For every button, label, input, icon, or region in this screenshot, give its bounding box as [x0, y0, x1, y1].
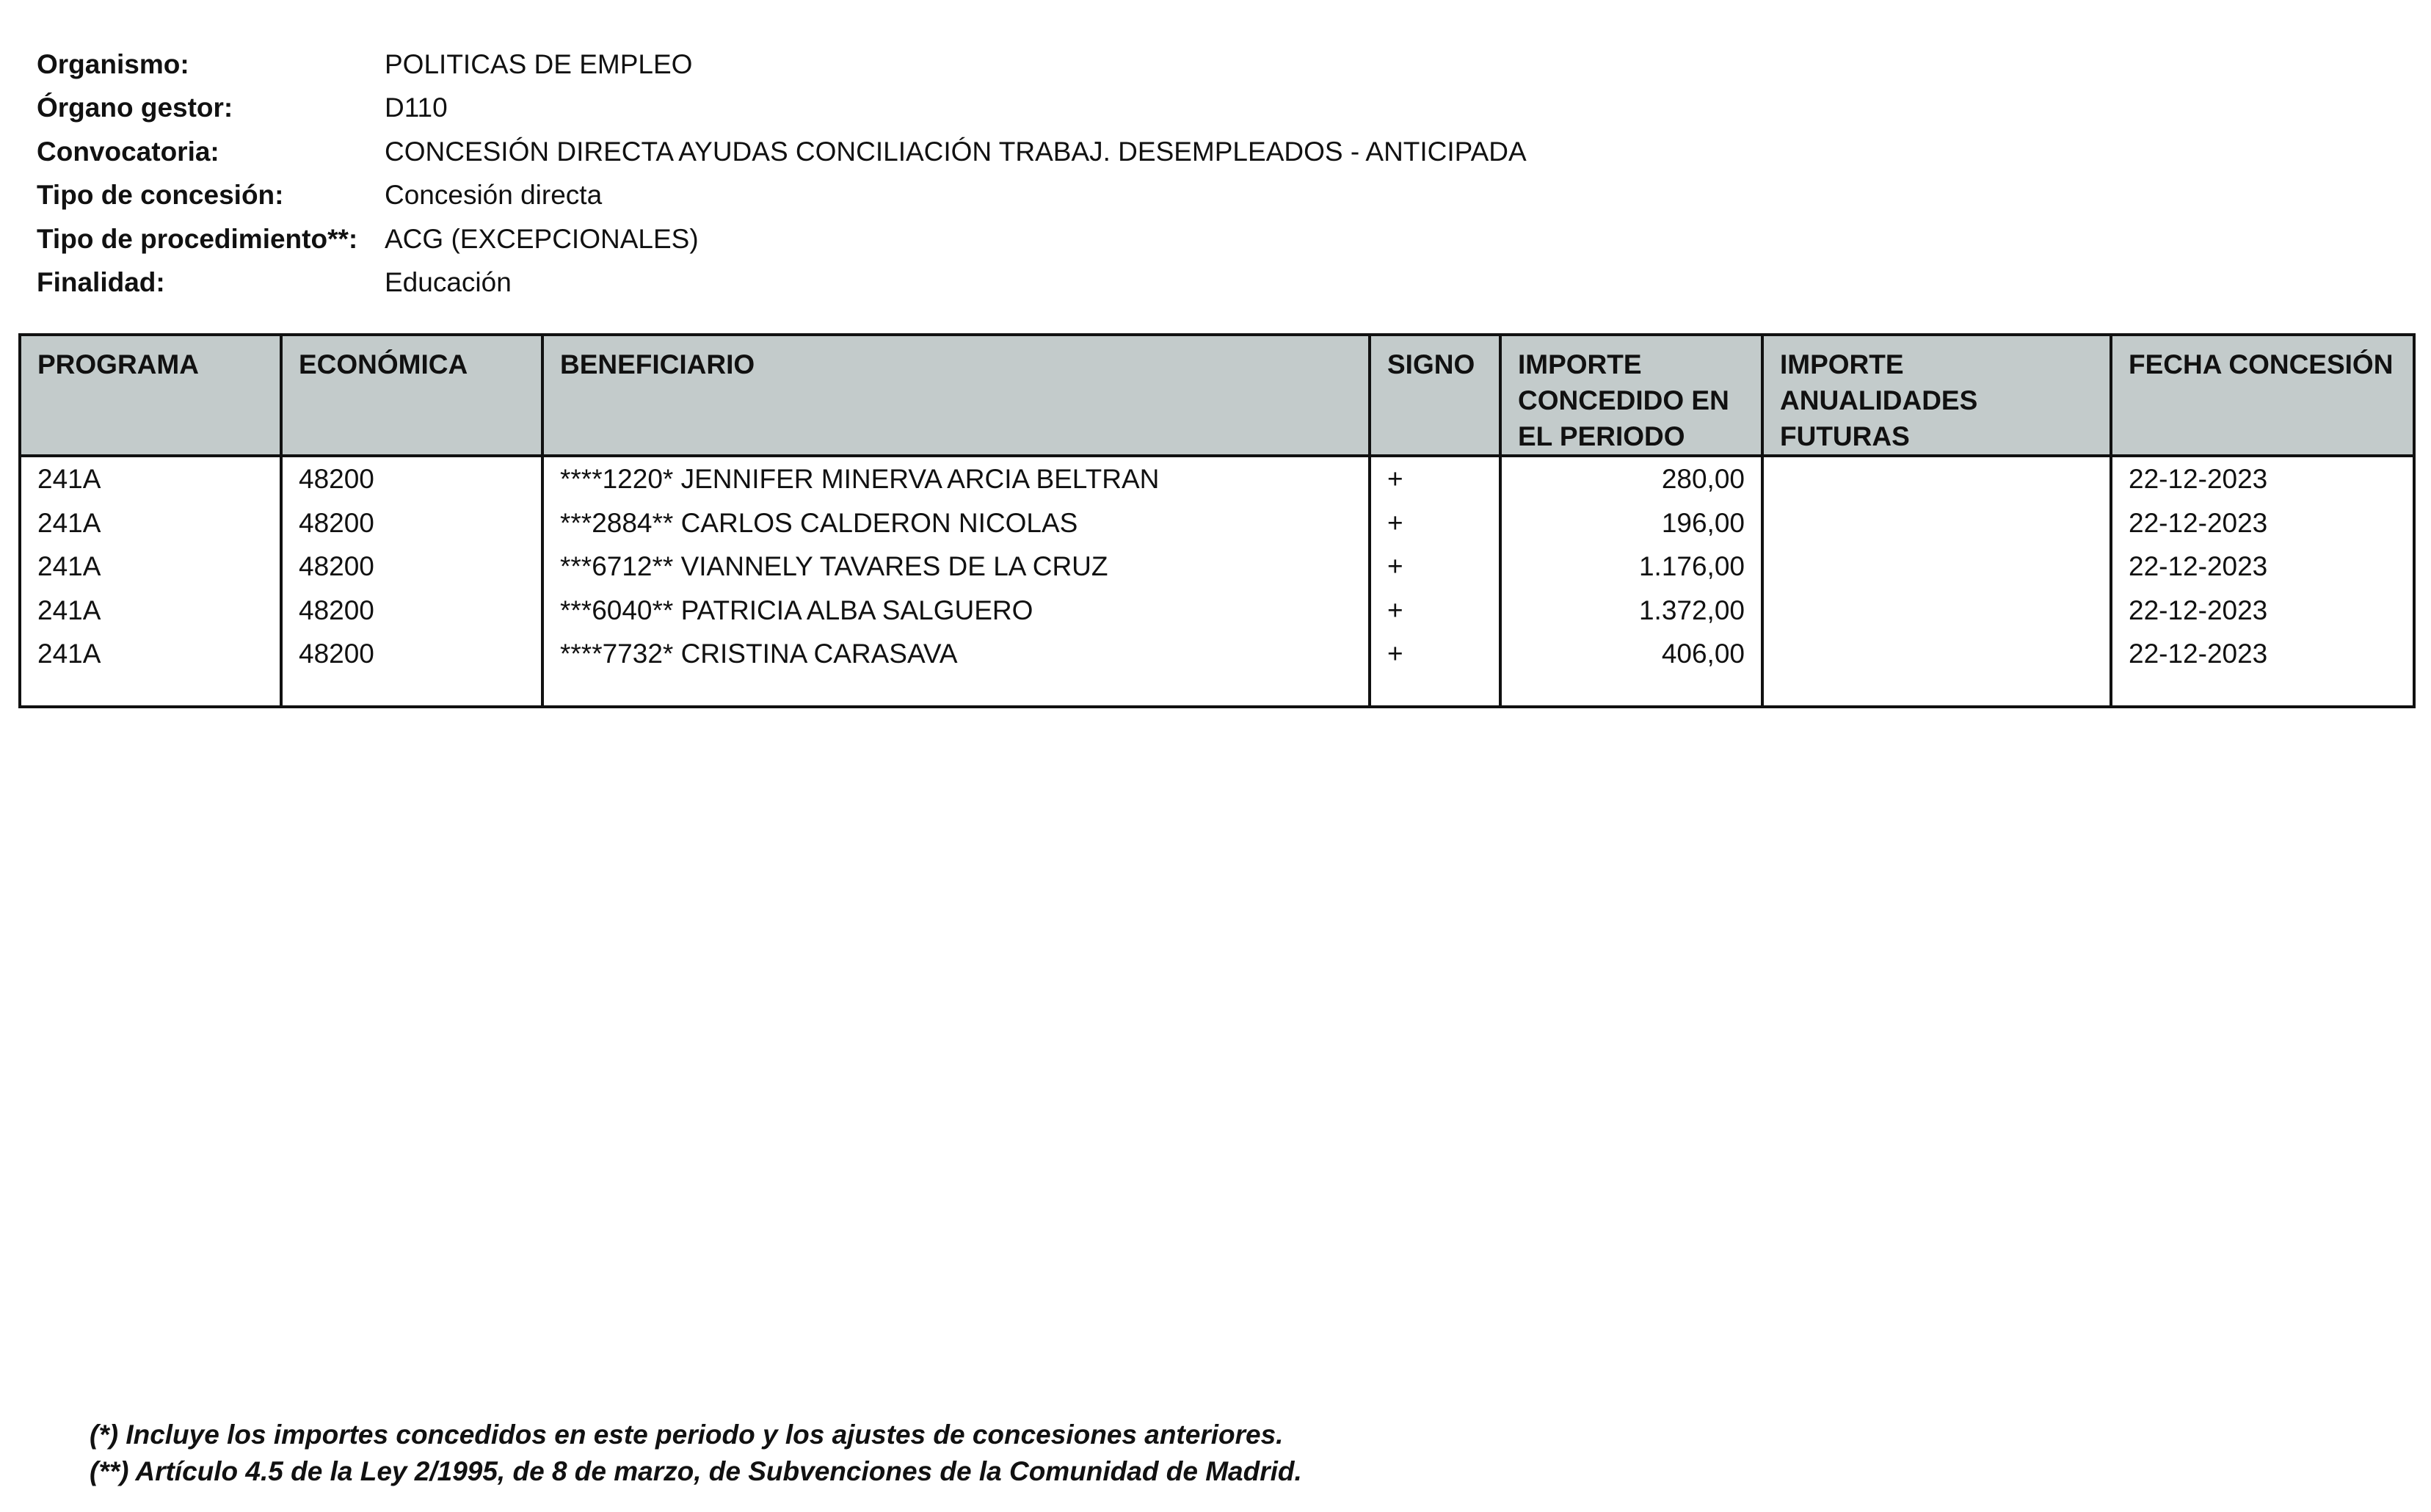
- field-finalidad: [37, 261, 1527, 305]
- cell-economica: 48200: [281, 632, 542, 676]
- cell-fecha: 22-12-2023: [2111, 456, 2414, 501]
- field-value: CONCESIÓN DIRECTA AYUDAS CONCILIACIÓN TRABAJ. DESEMPLEADOS - ANTICIPADA: [385, 136, 1527, 167]
- field-label: Tipo de procedimiento**:: [37, 223, 358, 254]
- column-header-programa: PROGRAMA: [20, 335, 281, 456]
- cell-economica: 48200: [281, 456, 542, 501]
- cell-fecha: 22-12-2023: [2111, 501, 2414, 545]
- field-organismo: [37, 43, 1527, 87]
- cell-fecha: 22-12-2023: [2111, 632, 2414, 676]
- cell-beneficiario: ***6712** VIANNELY TAVARES DE LA CRUZ: [542, 545, 1370, 589]
- cell-signo: +: [1370, 589, 1500, 633]
- footnotes: [90, 1417, 1302, 1490]
- cell-importe: 280,00: [1500, 456, 1762, 501]
- field-value: Concesión directa: [385, 180, 603, 211]
- field-label: Convocatoria:: [37, 136, 219, 167]
- cell-futuras: [1762, 545, 2111, 589]
- footnote-importes: (*) Incluye los importes concedidos en este periodo y los ajustes de concesiones anteriores.: [90, 1420, 1284, 1450]
- cell-importe: 1.372,00: [1500, 589, 1762, 633]
- field-tipo-procedimiento: [37, 217, 1527, 261]
- cell-programa: 241A: [20, 456, 281, 501]
- cell-programa: 241A: [20, 545, 281, 589]
- field-value: Educación: [385, 267, 512, 298]
- field-value: D110: [385, 92, 448, 123]
- field-tipo-concesion: [37, 174, 1527, 218]
- footnote-ley: (**) Artículo 4.5 de la Ley 2/1995, de 8 de marzo, de Subvenciones de la Comunidad de Madrid.: [90, 1456, 1302, 1486]
- cell-programa: 241A: [20, 632, 281, 676]
- cell-beneficiario: ****1220* JENNIFER MINERVA ARCIA BELTRAN: [542, 456, 1370, 501]
- header-fields: [37, 43, 1527, 305]
- cell-signo: +: [1370, 632, 1500, 676]
- field-label: Organismo:: [37, 48, 189, 79]
- column-header-economica: ECONÓMICA: [281, 335, 542, 456]
- cell-economica: 48200: [281, 501, 542, 545]
- cell-signo: +: [1370, 456, 1500, 501]
- field-label: Finalidad:: [37, 267, 165, 298]
- cell-programa: 241A: [20, 589, 281, 633]
- cell-futuras: [1762, 501, 2111, 545]
- grants-table: [18, 333, 2416, 708]
- cell-fecha: 22-12-2023: [2111, 589, 2414, 633]
- cell-importe: 196,00: [1500, 501, 1762, 545]
- cell-futuras: [1762, 456, 2111, 501]
- cell-beneficiario: ***2884** CARLOS CALDERON NICOLAS: [542, 501, 1370, 545]
- cell-programa: 241A: [20, 501, 281, 545]
- table-row: [20, 589, 2414, 633]
- table-row: [20, 545, 2414, 589]
- column-header-fecha: FECHA CONCESIÓN: [2111, 335, 2414, 456]
- cell-futuras: [1762, 589, 2111, 633]
- table-header-row: [20, 335, 2414, 456]
- field-label: Tipo de concesión:: [37, 180, 284, 211]
- column-header-importe-concedido: IMPORTE CONCEDIDO EN EL PERIODO: [1500, 335, 1762, 456]
- column-header-beneficiario: BENEFICIARIO: [542, 335, 1370, 456]
- cell-fecha: 22-12-2023: [2111, 545, 2414, 589]
- cell-futuras: [1762, 632, 2111, 676]
- cell-importe: 1.176,00: [1500, 545, 1762, 589]
- cell-economica: 48200: [281, 545, 542, 589]
- column-header-signo: SIGNO: [1370, 335, 1500, 456]
- cell-beneficiario: ***6040** PATRICIA ALBA SALGUERO: [542, 589, 1370, 633]
- column-header-importe-futuras: IMPORTE ANUALIDADES FUTURAS: [1762, 335, 2111, 456]
- cell-importe: 406,00: [1500, 632, 1762, 676]
- table-row: [20, 501, 2414, 545]
- field-value: POLITICAS DE EMPLEO: [385, 48, 693, 79]
- field-value: ACG (EXCEPCIONALES): [385, 223, 699, 254]
- cell-signo: +: [1370, 545, 1500, 589]
- table-bottom-spacer: [20, 676, 2414, 707]
- cell-signo: +: [1370, 501, 1500, 545]
- cell-economica: 48200: [281, 589, 542, 633]
- table-row: [20, 456, 2414, 501]
- field-organo-gestor: [37, 87, 1527, 131]
- cell-beneficiario: ****7732* CRISTINA CARASAVA: [542, 632, 1370, 676]
- table-row: [20, 632, 2414, 676]
- field-label: Órgano gestor:: [37, 92, 233, 123]
- field-convocatoria: [37, 130, 1527, 174]
